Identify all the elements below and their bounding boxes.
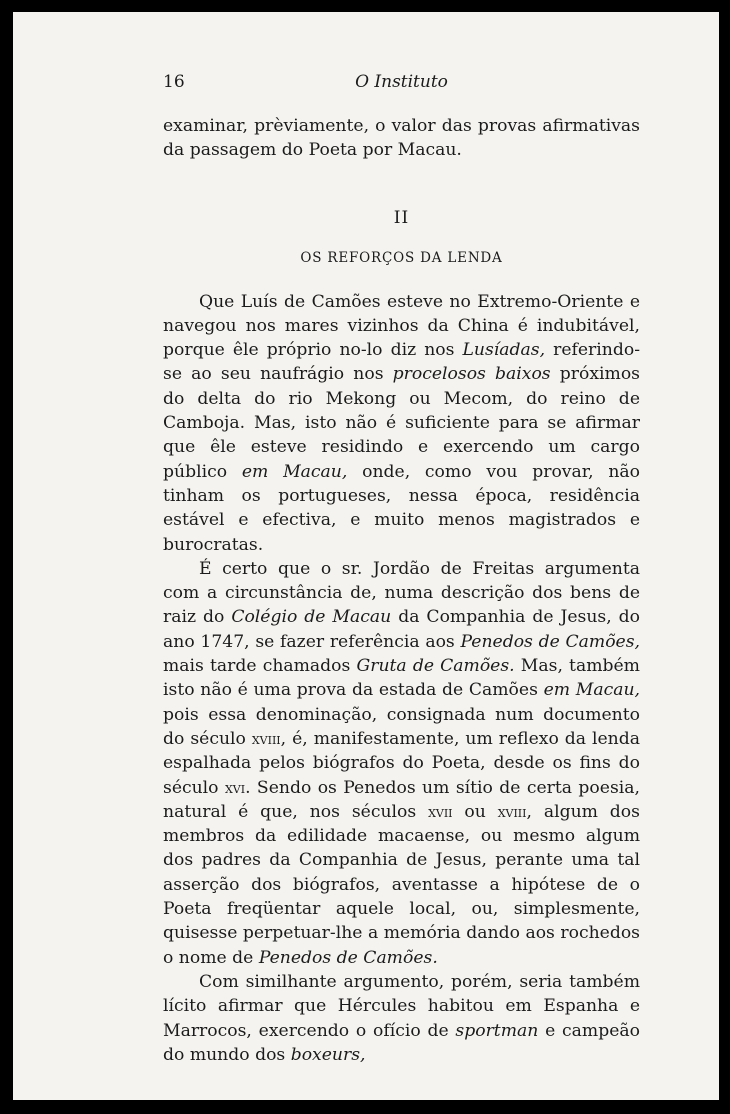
text-span: pois essa denominação, consignada num documento do século <box>163 704 640 749</box>
section-title: OS REFORÇOS DA LENDA <box>300 249 503 266</box>
section-number: II <box>393 207 410 228</box>
text-span: referindo-se ao seu naufrágio nos <box>163 340 640 385</box>
text-span: onde, como vou provar, não tinham os portugueses, nessa época, residência estável e efectiva, e muito menos magistrados e burocratas. <box>163 461 640 555</box>
book-page <box>163 64 640 1067</box>
text-span: mais tarde chamados <box>163 656 357 677</box>
italic-span: Colégio de Macau <box>231 607 392 628</box>
text-span: da Companhia de Jesus, do ano 1747, se fazer referência aos <box>163 607 641 652</box>
page-number: 16 <box>163 72 185 92</box>
italic-span: em Macau, <box>241 461 348 482</box>
text-span: , é, manifestamente, um reflexo da lenda espalhada pelos biógrafos do Poeta, desde os fins do século <box>163 728 640 798</box>
text-span: ou <box>452 801 498 822</box>
century-numeral: xvii <box>428 802 453 821</box>
text-span: É certo que o sr. Jordão de Freitas argumenta com a circunstância de, numa descrição dos bens de raiz do <box>163 558 640 628</box>
text-span: Mas, também isto não é uma prova da estada de Camões <box>163 656 640 701</box>
italic-span: Penedos de Camões, <box>460 631 640 652</box>
italic-span: Penedos de Camões. <box>258 947 438 968</box>
paragraph-3 <box>163 970 640 1067</box>
italic-span: sportman <box>455 1020 539 1041</box>
text-span: e campeão do mundo dos <box>163 1020 640 1065</box>
italic-span: em Macau, <box>543 680 641 701</box>
italic-span: Gruta de Camões. <box>356 656 515 677</box>
text-span: Com similhante argumento, porém, seria também lícito afirmar que Hércules habitou em Espanha e Marrocos, exercendo o ofício de <box>163 971 640 1041</box>
italic-span: Lusíadas, <box>462 340 546 361</box>
century-numeral: xviii <box>251 729 281 748</box>
page-background <box>13 12 719 1100</box>
text-span: . Sendo os Penedos um sítio de certa poesia, natural é que, nos séculos <box>163 777 640 822</box>
paragraph-2 <box>163 557 640 970</box>
italic-span: boxeurs, <box>290 1044 366 1065</box>
intro-paragraph: examinar, prèviamente, o valor das provas afirmativas da passagem do Poeta por Macau. <box>163 116 640 161</box>
text-span: Que Luís de Camões esteve no Extremo-Oriente e navegou nos mares vizinhos da China é indubitável, porque êle próprio no-lo diz nos <box>163 291 640 361</box>
page-header <box>163 64 640 94</box>
running-title: O Instituto <box>355 72 448 92</box>
century-numeral: xviii <box>497 802 527 821</box>
century-numeral: xvi <box>224 778 246 797</box>
text-span: próximos do delta do rio Mekong ou Mecom, do reino de Camboja. Mas, isto não é suficiente para se afirmar que êle esteve residindo e exercendo um cargo público <box>163 364 640 482</box>
paragraph-1 <box>163 290 640 557</box>
text-span: , algum dos membros da edilidade macaense, ou mesmo algum dos padres da Companhia de Jesus, perante uma tal asserção dos biógrafos, aventasse a hipótese de o Poeta freqüentar aquele local, ou, simplesmente, quisesse perpetuar-lhe a memória dando aos rochedos o nome de <box>163 801 640 968</box>
italic-span: procelosos baixos <box>392 364 551 385</box>
